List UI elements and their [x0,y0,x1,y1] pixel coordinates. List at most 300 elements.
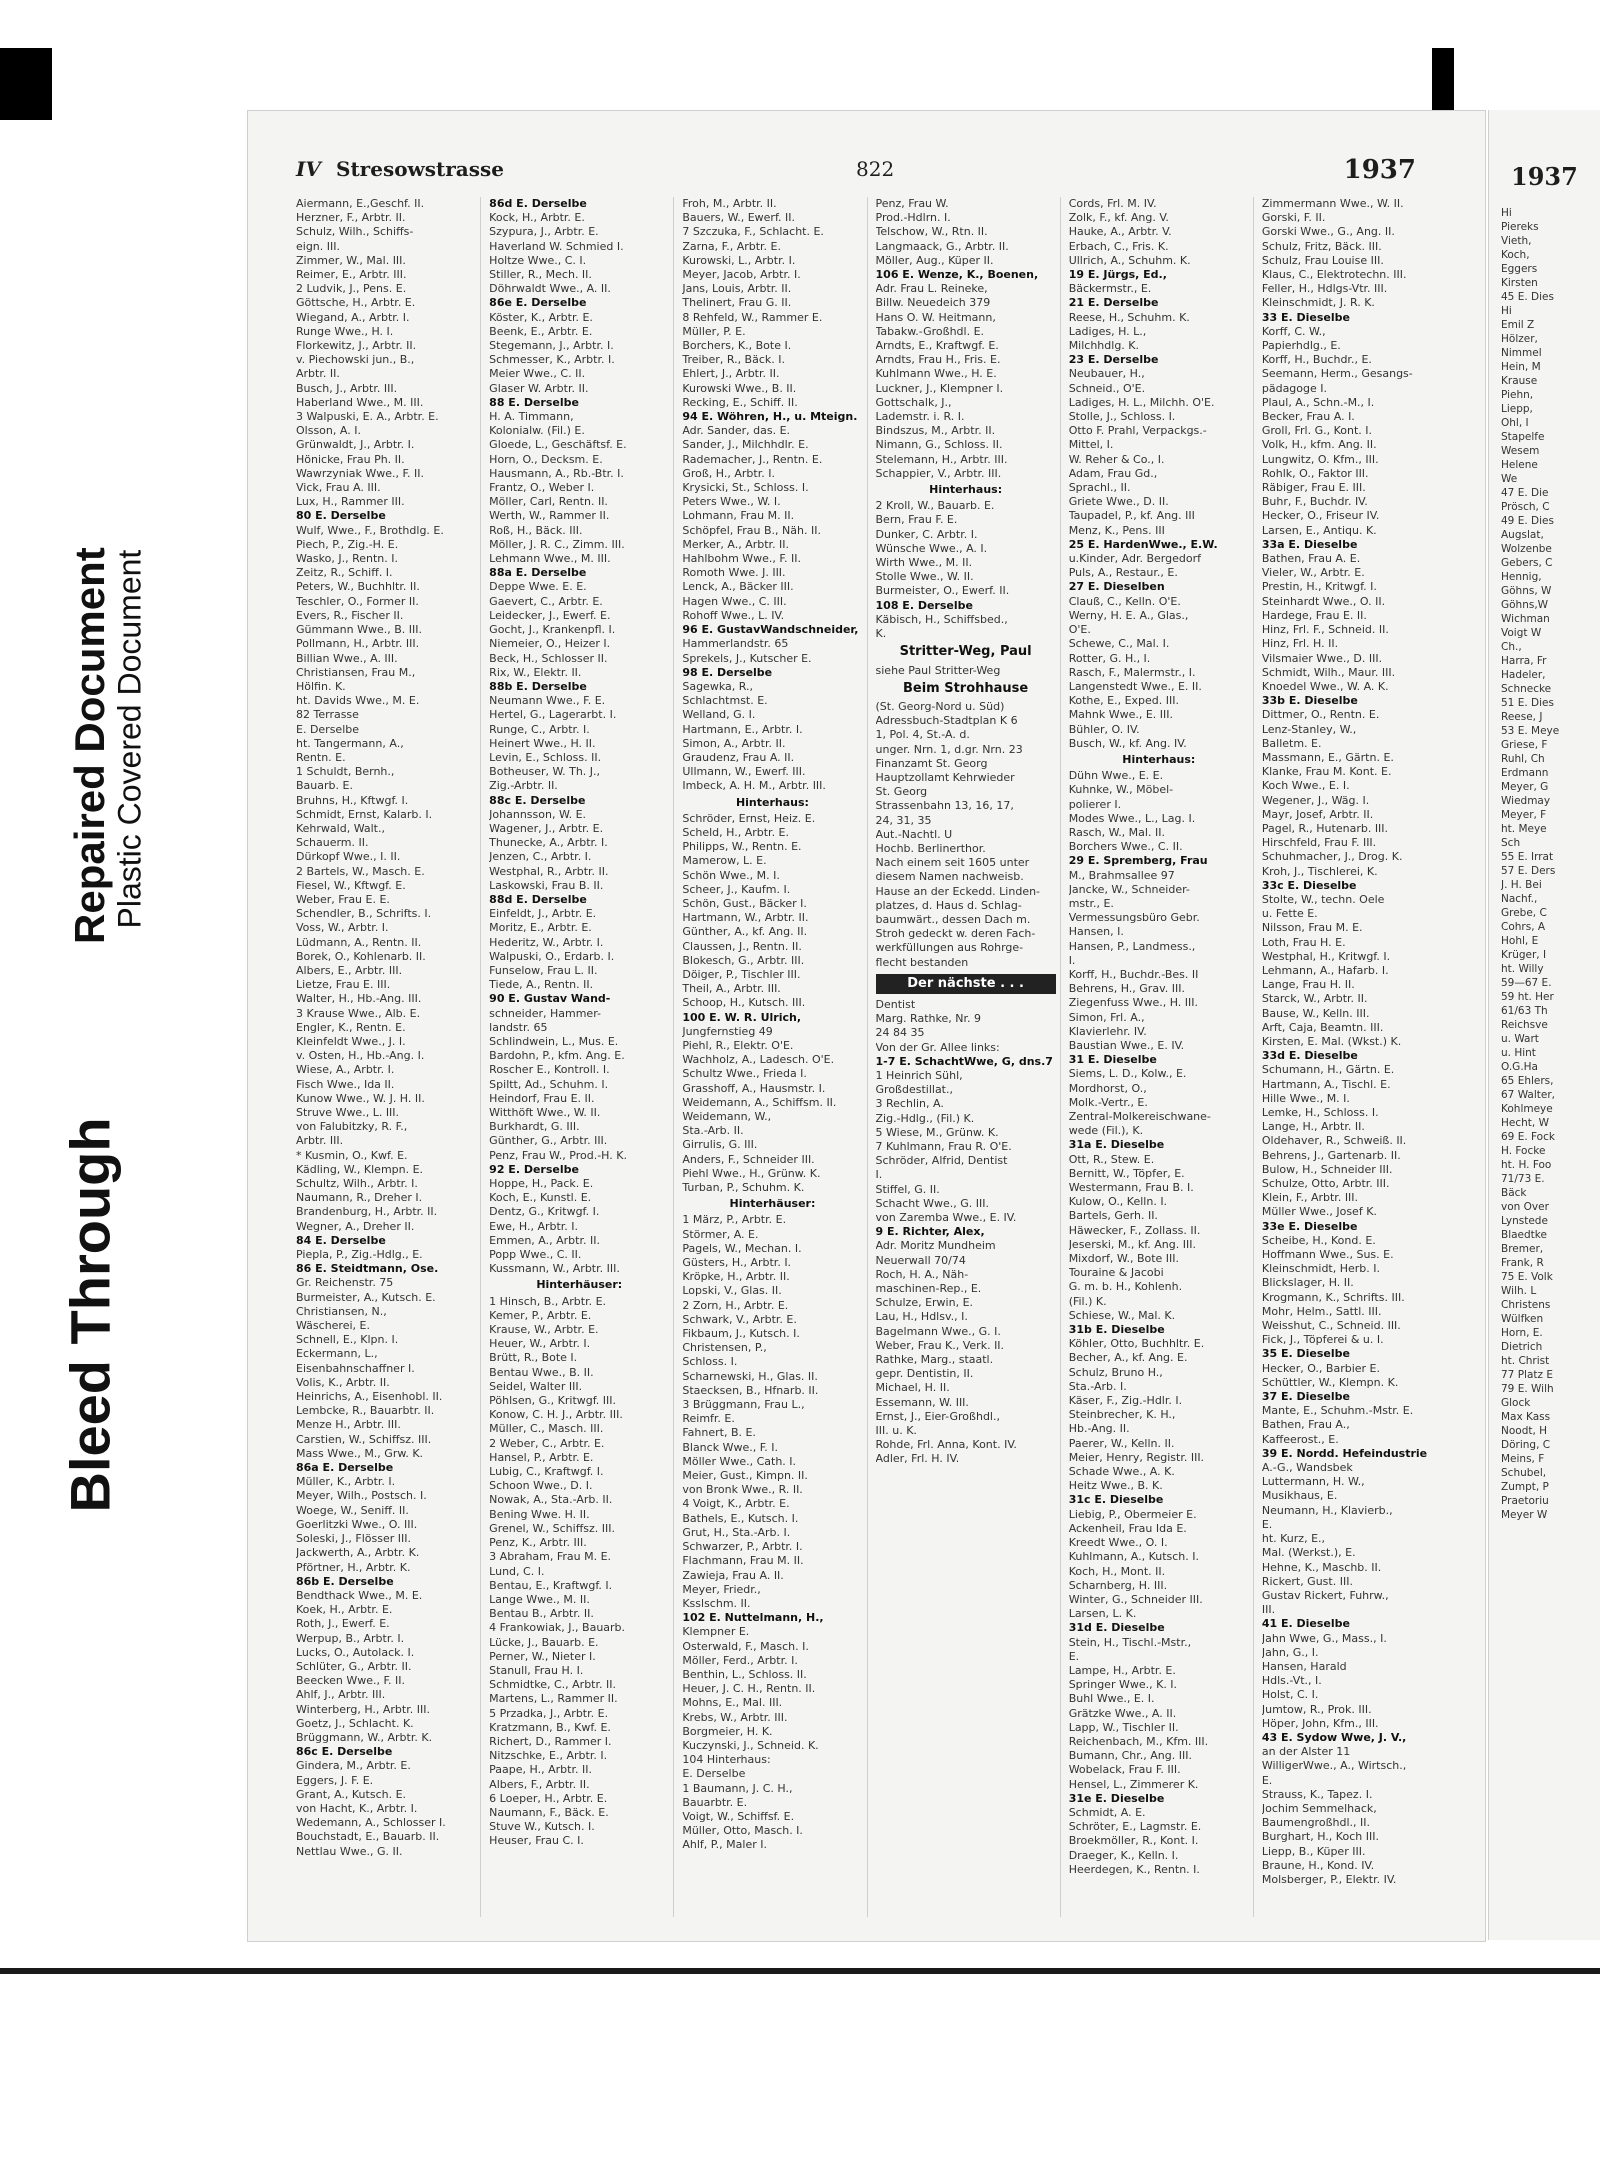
facing-page-entry: Augslat, [1501,529,1544,541]
directory-entry: Schewe, C., Mal. I. [1068,637,1170,651]
directory-entry: Simon, Frl. A., [1068,1010,1145,1024]
directory-entry: A.-G., Wandsbek [1261,1461,1353,1475]
directory-entry: Winter, G., Schneider III. [1068,1592,1203,1606]
directory-entry: Kuhlmann Wwe., H. E. [875,367,997,381]
directory-entry: 88b E. Derselbe [489,679,587,693]
directory-entry: Gümmann Wwe., B. III. [296,623,423,637]
directory-entry: Schade Wwe., A. K. [1068,1465,1175,1479]
directory-entry: Hansen, P., Landmess., [1068,939,1196,953]
directory-entry: Pförtner, H., Arbtr. K. [296,1560,411,1574]
directory-entry: landstr. 65 [489,1020,548,1034]
directory-entry: Liebig, P., Obermeier E. [1068,1507,1197,1521]
directory-entry: Hartmann, E., Arbtr. I. [682,722,803,736]
directory-entry: Hansel, P., Arbtr. E. [489,1450,594,1464]
directory-entry: Krebs, W., Arbtr. III. [682,1710,788,1724]
directory-entry: Adressbuch-Stadtplan K 6 [875,714,1018,728]
directory-entry: Kock, H., Arbtr. E. [489,211,585,225]
directory-entry: Hehne, K., Maschb. II. [1261,1560,1382,1574]
directory-entry: Steinhardt Wwe., O. II. [1261,594,1386,608]
directory-entry: 5 Przadka, J., Arbtr. E. [489,1706,609,1720]
directory-entry: Ullmann, W., Ewerf. III. [682,765,806,779]
directory-entry: Marg. Rathke, Nr. 9 [875,1012,981,1026]
directory-entry: Graudenz, Frau A. II. [682,750,795,764]
directory-entry: Schwark, V., Arbtr. E. [682,1312,797,1326]
facing-page-entry: Schnecke [1501,683,1552,695]
facing-page-entry: Hölzer, [1501,333,1538,345]
scan-bottom-edge [0,1968,1600,1974]
facing-page-entry: ht. H. Foo [1501,1159,1552,1171]
facing-page-entry: Meyer W [1501,1509,1548,1521]
directory-entry: Milchhdlg. K. [1068,339,1140,353]
directory-entry: Grünwaldt, J., Arbtr. I. [296,438,415,452]
directory-entry: Gottschalk, J., [875,395,952,409]
directory-entry: Hinterhäuser: [536,1278,623,1292]
directory-entry: Scharnewski, H., Glas. II. [682,1369,818,1383]
directory-entry: Luckner, J., Klempner I. [875,381,1004,395]
directory-entry: Lange Wwe., M. II. [489,1592,590,1606]
directory-entry: Gloede, L., Geschäftsf. E. [489,438,627,452]
column-6 [1262,197,1446,1917]
directory-entry: Mordhorst, O., [1068,1081,1147,1095]
facing-page-entry: Stapelfe [1501,431,1545,443]
directory-entry: Krogmann, K., Schrifts. III. [1261,1290,1405,1304]
directory-entry: Mal. (Werkst.), E. [1261,1546,1356,1560]
directory-entry: Thelinert, Frau G. II. [682,296,792,310]
directory-entry: 90 E. Gustav Wand- [489,992,611,1006]
directory-entry: Korff, H., Buchdr.-Bes. II [1068,967,1199,981]
directory-entry: 82 Terrasse [296,708,359,722]
directory-entry: 3 Krause Wwe., Alb. E. [296,1006,421,1020]
directory-entry: an der Alster 11 [1261,1745,1351,1759]
directory-entry: Wasko, J., Rentn. I. [296,552,398,566]
directory-entry: Koch, H., Mont. II. [1068,1564,1166,1578]
directory-entry: Köster, K., Arbtr. E. [489,310,593,324]
directory-entry: Philipps, W., Rentn. E. [682,840,802,854]
directory-entry: Treiber, R., Bäck. I. [682,353,785,367]
directory-entry: Meyer, Wilh., Postsch. I. [296,1489,427,1503]
column-5 [1069,197,1254,1917]
directory-entry: 86b E. Derselbe [296,1574,394,1588]
directory-entry: Lapp, W., Tischler II. [1068,1720,1179,1734]
directory-entry: Peters Wwe., W. I. [682,495,781,509]
directory-entry: Beck, H., Schlosser II. [489,651,608,665]
directory-entry: Emmen, A., Arbtr. II. [489,1233,600,1247]
directory-entry: Lüdmann, A., Rentn. II. [296,935,422,949]
directory-entry: Baustian Wwe., E. IV. [1068,1038,1185,1052]
directory-entry: Bruhns, H., Kftwgf. I. [296,793,409,807]
directory-entry: 84 E. Derselbe [296,1233,386,1247]
directory-entry: Häwecker, F., Zollass. II. [1068,1223,1201,1237]
directory-entry: Dentz, G., Kritwgf. I. [489,1205,600,1219]
directory-entry: Schulz, Wilh., Schiffs- [296,225,414,239]
directory-entry: Otto F. Prahl, Verpackgs.- [1068,424,1207,438]
directory-entry: Lehmann Wwe., M. III. [489,552,611,566]
directory-entry: Schöpfel, Frau B., Näh. II. [682,523,821,537]
facing-page-entry: u. Hint [1501,1047,1536,1059]
directory-entry: Hinz, Frl. F., Schneid. II. [1261,623,1389,637]
directory-entry: Müller, Otto, Masch. I. [682,1824,803,1838]
directory-entry: Larsen, L. K. [1068,1607,1137,1621]
directory-entry: Beecken Wwe., F. II. [296,1674,406,1688]
directory-entry: Beenk, E., Arbtr. E. [489,324,593,338]
directory-entry: Feller, H., Hdlgs-Vtr. III. [1261,282,1388,296]
directory-entry: Popp Wwe., C. II. [489,1248,582,1262]
directory-entry: Blokesch, G., Arbtr. III. [682,953,805,967]
directory-entry: Ziegenfuss Wwe., H. III. [1068,996,1199,1010]
directory-entry: Westphal, H., Kritwgf. I. [1261,949,1391,963]
directory-entry: Dürkopf Wwe., I. II. [296,850,401,864]
facing-page-entry: 45 E. Dies [1501,291,1554,303]
directory-entry: 7 Szczuka, F., Schlacht. E. [682,225,824,239]
directory-entry: Haberland Wwe., M. III. [296,395,424,409]
directory-entry: Kulow, O., Kelln. I. [1068,1195,1168,1209]
directory-entry: Meyer, Jacob, Arbtr. I. [682,268,801,282]
directory-entry: Winterberg, H., Arbtr. III. [296,1702,430,1716]
facing-page-entry: Horn, E. [1501,1327,1543,1339]
directory-entry: Gindera, M., Arbtr. E. [296,1759,411,1773]
facing-page-entry: Hi [1501,207,1512,219]
directory-entry: Konow, C. H. J., Arbtr. III. [489,1408,623,1422]
directory-entry: Draeger, K., Kelln. I. [1068,1848,1179,1862]
directory-entry: Seemann, Herm., Gesangs- [1261,367,1413,381]
directory-entry: Roth, J., Ewerf. E. [296,1617,390,1631]
directory-entry: Springer Wwe., K. I. [1068,1678,1178,1692]
facing-page-entry: Meyer, G [1501,781,1549,793]
directory-entry: Döhrwaldt Wwe., A. II. [489,282,611,296]
directory-entry: Roß, H., Bäck. III. [489,523,583,537]
facing-page-entry: Meyer, F [1501,809,1547,821]
directory-entry: Rasch, F., Malermstr., I. [1068,665,1196,679]
directory-entry: Kurowski Wwe., B. II. [682,381,797,395]
directory-entry: Telschow, W., Rtn. II. [875,225,988,239]
facing-page-entry: 51 E. Dies [1501,697,1554,709]
directory-entry: Bauers, W., Ewerf. II. [682,211,796,225]
directory-entry: Schön Wwe., M. I. [682,868,780,882]
directory-entry: Schmidt, Ernst, Kalarb. I. [296,807,433,821]
directory-entry: diesem Namen nachweisb. [875,870,1024,884]
directory-entry: Wachholz, A., Ladesch. O'E. [682,1053,835,1067]
bleed-through-label: Bleed Through [58,1117,122,1513]
directory-entry: Schlüter, G., Arbtr. II. [296,1659,412,1673]
directory-entry: Schmesser, K., Arbtr. I. [489,353,615,367]
facing-page-entry: Prösch, C [1501,501,1550,513]
directory-entry: Hecker, O., Friseur IV. [1261,509,1380,523]
directory-entry: Von der Gr. Allee links: [875,1040,1000,1054]
directory-entry: Kleinfeldt Wwe., J. I. [296,1034,406,1048]
column-4 [876,197,1061,1917]
directory-entry: 25 E. HardenWwe., E.W. [1068,537,1218,551]
directory-entry: Dentist [875,997,916,1011]
column-1 [296,197,481,1917]
directory-entry: Hansen, Harald [1261,1659,1347,1673]
directory-entry: Hölfin. K. [296,679,346,693]
directory-entry: eign. III. [296,239,340,253]
directory-entry: E. [1261,1773,1273,1787]
directory-entry: 8 Rehfeld, W., Rammer E. [682,310,823,324]
directory-entry: Der nächste . . . [876,974,1056,994]
directory-entry: Stelemann, H., Arbtr. III. [875,452,1008,466]
directory-entry: Brütt, R., Bote I. [489,1351,578,1365]
directory-entry: Nettlau Wwe., G. II. [296,1844,403,1858]
facing-page-entry: Reichsve [1501,1019,1548,1031]
facing-page-entry: ht. Christ [1501,1355,1550,1367]
directory-entry: Mixdorf, W., Bote III. [1068,1252,1180,1266]
directory-entry: Liepp, B., Küper III. [1261,1844,1366,1858]
directory-entry: Modes Wwe., L., Lag. I. [1068,811,1196,825]
directory-entry: Peters, W., Buchhltr. II. [296,580,420,594]
directory-entry: Hauke, A., Arbtr. V. [1068,225,1172,239]
directory-entry: Schwarzer, P., Arbtr. I. [682,1540,803,1554]
facing-page-entry: Ch., [1501,641,1522,653]
directory-entry: Güsters, H., Arbtr. I. [682,1256,792,1270]
directory-entry: 31e E. Dieselbe [1068,1791,1165,1805]
directory-entry: schneider, Hammer- [489,1006,601,1020]
directory-entry: I. [875,1168,883,1182]
directory-entry: Blanck Wwe., F. I. [682,1440,778,1454]
directory-entry: Wünsche Wwe., A. I. [875,541,988,555]
directory-entry: Roscher E., Kontroll. I. [489,1063,610,1077]
facing-page-entry: Döring, C [1501,1439,1551,1451]
directory-entry: E. [1261,1517,1273,1531]
directory-entry: 3 Walpuski, E. A., Arbtr. E. [296,410,439,424]
directory-entry: Vermessungsbüro Gebr. [1068,911,1200,925]
directory-entry: 31b E. Dieselbe [1068,1323,1165,1337]
directory-entry: Paerer, W., Kelln. II. [1068,1436,1175,1450]
directory-entry: III. [1261,1603,1276,1617]
directory-entry: Werth, W., Rammer II. [489,509,610,523]
directory-entry: Lau, H., Hdlsv., I. [875,1310,968,1324]
directory-entry: Clauß, C., Kelln. O'E. [1068,594,1181,608]
directory-entry: Rohlk, O., Faktor III. [1261,466,1369,480]
directory-entry: Rohoff Wwe., L. IV. [682,608,785,622]
directory-entry: 31 E. Dieselbe [1068,1053,1157,1067]
directory-entry: 29 E. Spremberg, Frau [1068,854,1208,868]
facing-page-entry: ht. Willy [1501,963,1544,975]
directory-entry: Grenel, W., Schiffsz. III. [489,1521,616,1535]
directory-entry: 1 März, P., Arbtr. E. [682,1213,787,1227]
directory-entry: Ernst, J., Eier-Großhdl., [875,1409,1000,1423]
facing-page-entry: Wilh. L [1501,1285,1537,1297]
directory-entry: Horn, O., Decksm. E. [489,452,603,466]
directory-entry: St. Georg [875,785,928,799]
directory-entry: Klaus, C., Elektrotechn. III. [1261,268,1407,282]
directory-entry: 39 E. Nordd. Hefeindustrie [1261,1446,1428,1460]
directory-entry: Bern, Frau F. E. [875,513,958,527]
directory-entry: Möller Wwe., Cath. I. [682,1454,797,1468]
directory-entry: Klempner E. [682,1625,750,1639]
directory-entry: Hartmann, A., Tischl. E. [1261,1077,1391,1091]
directory-entry: 100 E. W. R. Ulrich, [682,1010,802,1024]
directory-entry: Penz, K., Arbtr. III. [489,1536,587,1550]
directory-entry: Fiesel, W., Kftwgf. E. [296,878,406,892]
directory-entry: Scharnberg, H. III. [1068,1578,1168,1592]
directory-entry: Nilsson, Frau M. E. [1261,921,1363,935]
directory-entry: Mohr, Helm., Sattl. III. [1261,1304,1382,1318]
directory-entry: 19 E. Jürgs, Ed., [1068,268,1167,282]
directory-entry: Wulf, Wwe., F., Brothdlg. E. [296,523,444,537]
directory-entry: Hartmann, W., Arbtr. II. [682,911,809,925]
facing-page-entry: Kirsten [1501,277,1538,289]
directory-entry: 94 E. Wöhren, H., u. Mteign. [682,410,858,424]
directory-entry: ht. Kurz, E., [1261,1532,1326,1546]
facing-page-entry: Harra, Fr [1501,655,1547,667]
directory-entry: Hauptzollamt Kehrwieder [875,770,1015,784]
directory-entry: Koch, E., Kunstl. E. [489,1191,592,1205]
directory-entry: Gustav Rickert, Fuhrw., [1261,1588,1389,1602]
directory-entry: Groll, Frl. G., Kont. I. [1261,424,1373,438]
directory-entry: Stroh gedeckt w. deren Fach- [875,927,1036,941]
directory-entry: Gorski, F. II. [1261,211,1326,225]
directory-entry: Fahnert, B. E. [682,1426,756,1440]
directory-entry: Mahnk Wwe., E. III. [1068,708,1174,722]
repaired-document-label: Repaired Document [66,547,113,944]
directory-entry: Loth, Frau H. E. [1261,935,1346,949]
plastic-covered-label: Plastic Covered Document [111,549,148,929]
directory-page [247,110,1486,1942]
directory-entry: Hans O. W. Heitmann, [875,310,996,324]
directory-entry: Soleski, J., Flösser III. [296,1532,412,1546]
directory-entry: Räbiger, Frau E. III. [1261,481,1366,495]
directory-entry: Hammerlandstr. 65 [682,637,789,651]
facing-page-entry: 47 E. Die [1501,487,1549,499]
directory-entry: Brüggmann, W., Arbtr. K. [296,1730,433,1744]
directory-entry: Sta.-Arb. II. [682,1124,744,1138]
facing-page-entry: Göhns, W [1501,585,1552,597]
directory-entry: Jochim Semmelhack, [1261,1801,1377,1815]
directory-entry: Mohns, E., Mal. III. [682,1696,783,1710]
directory-entry: Leidecker, J., Ewerf. E. [489,608,611,622]
directory-entry: 27 E. Dieselben [1068,580,1165,594]
directory-entry: Deppe Wwe. E. E. [489,580,587,594]
directory-entry: Strauss, K., Tapez. I. [1261,1787,1373,1801]
directory-entry: Voss, W., Arbtr. I. [296,921,389,935]
directory-entry: Möller, J. R. C., Zimm. III. [489,537,625,551]
directory-entry: polierer I. [1068,797,1122,811]
directory-entry: Langenstedt Wwe., E. II. [1068,679,1202,693]
facing-page-entry: ht. Meye [1501,823,1547,835]
directory-entry: Günther, A., kf. Ang. II. [682,925,808,939]
directory-entry: Kleinschmidt, J. R. K. [1261,296,1375,310]
directory-entry: Molsberger, P., Elektr. IV. [1261,1872,1397,1886]
directory-entry: Schoon Wwe., D. I. [489,1479,593,1493]
directory-entry: Molk.-Vertr., E. [1068,1095,1148,1109]
directory-entry: Kleinschmidt, Herb. I. [1261,1262,1381,1276]
directory-entry: Schendler, B., Schrifts. I. [296,907,432,921]
directory-entry: Lund, C. I. [489,1564,545,1578]
facing-page-entry: 59—67 E. [1501,977,1552,989]
directory-entry: Theil, A., Arbtr. III. [682,982,781,996]
directory-entry: Plaul, A., Schn.-M., I. [1261,395,1375,409]
directory-entry: 33c E. Dieselbe [1261,878,1357,892]
facing-page-entry: Grebe, C [1501,907,1547,919]
facing-page-entry: 71/73 E. [1501,1173,1545,1185]
directory-entry: Kemer, P., Arbtr. E. [489,1308,592,1322]
directory-entry: Larsen, E., Antiqu. K. [1261,523,1377,537]
directory-entry: 31c E. Dieselbe [1068,1493,1164,1507]
directory-entry: Becher, A., kf. Ang. E. [1068,1351,1188,1365]
directory-entry: Jahn Wwe, G., Mass., I. [1261,1631,1387,1645]
directory-entry: Strassenbahn 13, 16, 17, [875,799,1014,813]
directory-entry: E. Derselbe [682,1767,746,1781]
directory-entry: 104 Hinterhaus: [682,1753,771,1767]
directory-entry: Froh, M., Arbtr. II. [682,197,777,210]
directory-entry: Schulz, Bruno H., [1068,1365,1163,1379]
directory-entry: Busch, W., kf. Ang. IV. [1068,736,1187,750]
directory-entry: Käser, F., Zig.-Hdlr. I. [1068,1394,1183,1408]
directory-entry: 24, 31, 35 [875,813,932,827]
directory-entry: Burmeister, O., Ewerf. II. [875,584,1010,598]
directory-entry: Neumann Wwe., F. E. [489,694,606,708]
directory-entry: Klavierlehr. IV. [1068,1024,1147,1038]
directory-entry: werkfüllungen aus Rohrge- [875,941,1024,955]
facing-page-entry: Voigt W [1501,627,1542,639]
directory-entry: Puls, A., Restaur., E. [1068,566,1178,580]
directory-entry: Hinterhaus: [1122,752,1196,766]
directory-entry: Möller, Carl, Rentn. II. [489,495,608,509]
directory-entry: Klanke, Frau M. Kont. E. [1261,765,1392,779]
directory-entry: Buhr, F., Buchdr. IV. [1261,495,1368,509]
directory-entry: Adr. Moritz Mundheim [875,1239,996,1253]
directory-entry: Zentral-Molkereischwane- [1068,1110,1211,1123]
directory-entry: Piehl, R., Elektr. O'E. [682,1038,794,1052]
directory-entry: Jackwerth, A., Arbtr. K. [296,1546,420,1560]
page-number: 822 [856,157,895,181]
directory-entry: Billw. Neuedeich 379 [875,296,991,310]
directory-entry: 88 E. Derselbe [489,395,579,409]
directory-entry: Borek, O., Kohlenarb. II. [296,949,426,963]
directory-entry: Schultz Wwe., Frieda I. [682,1067,807,1081]
directory-entry: Steinbrecher, K. H., [1068,1408,1176,1422]
directory-entry: W. Reher & Co., I. [1068,452,1165,466]
directory-entry: O'E. [1068,623,1091,637]
directory-entry: Scheld, H., Arbtr. E. [682,825,790,839]
directory-entry: Schlachtmst. E. [682,694,768,708]
directory-entry: 92 E. Derselbe [489,1162,579,1176]
directory-entry: Ladiges, H. L., Milchh. O'E. [1068,395,1215,409]
directory-entry: 1-7 E. SchachtWwe, G, dns.7 [875,1054,1053,1068]
directory-entry: ht. Davids Wwe., M. E. [296,694,420,708]
directory-entry: I. [1068,953,1076,967]
directory-entry: Tiede, A., Rentn. II. [489,978,594,992]
directory-entry: Jumtow, R., Prok. III. [1261,1702,1372,1716]
directory-entry: u. Fette E. [1261,907,1318,921]
top-margin [0,0,1600,48]
directory-entry: Christensen, P., [682,1341,767,1355]
facing-page-entry: 59 ht. Her [1501,991,1554,1003]
year-label: 1937 [1343,155,1416,185]
directory-entry: Hinterhaus: [735,795,809,809]
directory-entry: 6 Loeper, H., Arbtr. E. [489,1791,608,1805]
directory-entry: Ahlf, P., Maler I. [682,1838,767,1852]
directory-entry: Niemeier, O., Heizer I. [489,637,611,651]
directory-entry: Bauarb. E. [296,779,353,793]
directory-entry: Lopski, V., Glas. II. [682,1284,782,1298]
directory-entry: Weber, Frau K., Verk. II. [875,1338,1005,1352]
directory-entry: Höper, John, Kfm., III. [1261,1716,1379,1730]
facing-page-entry: Hi [1501,305,1512,317]
directory-entry: Weidemann, W., [682,1110,772,1123]
directory-entry: Lohmann, Frau M. II. [682,509,795,523]
directory-entry: Meier Wwe., C. II. [489,367,586,381]
directory-entry: Schultz, Wilh., Arbtr. I. [296,1177,418,1191]
facing-page-entry: We [1501,473,1518,485]
directory-entry: 31a E. Dieselbe [1068,1138,1165,1152]
directory-entry: Rickert, Gust. III. [1261,1574,1353,1588]
directory-entry: Erbach, C., Fris. K. [1068,239,1169,253]
facing-page-entry: von Over [1501,1201,1549,1213]
directory-entry: (Fil.) K. [1068,1294,1107,1308]
facing-page-entry: Nachf., [1501,893,1538,905]
